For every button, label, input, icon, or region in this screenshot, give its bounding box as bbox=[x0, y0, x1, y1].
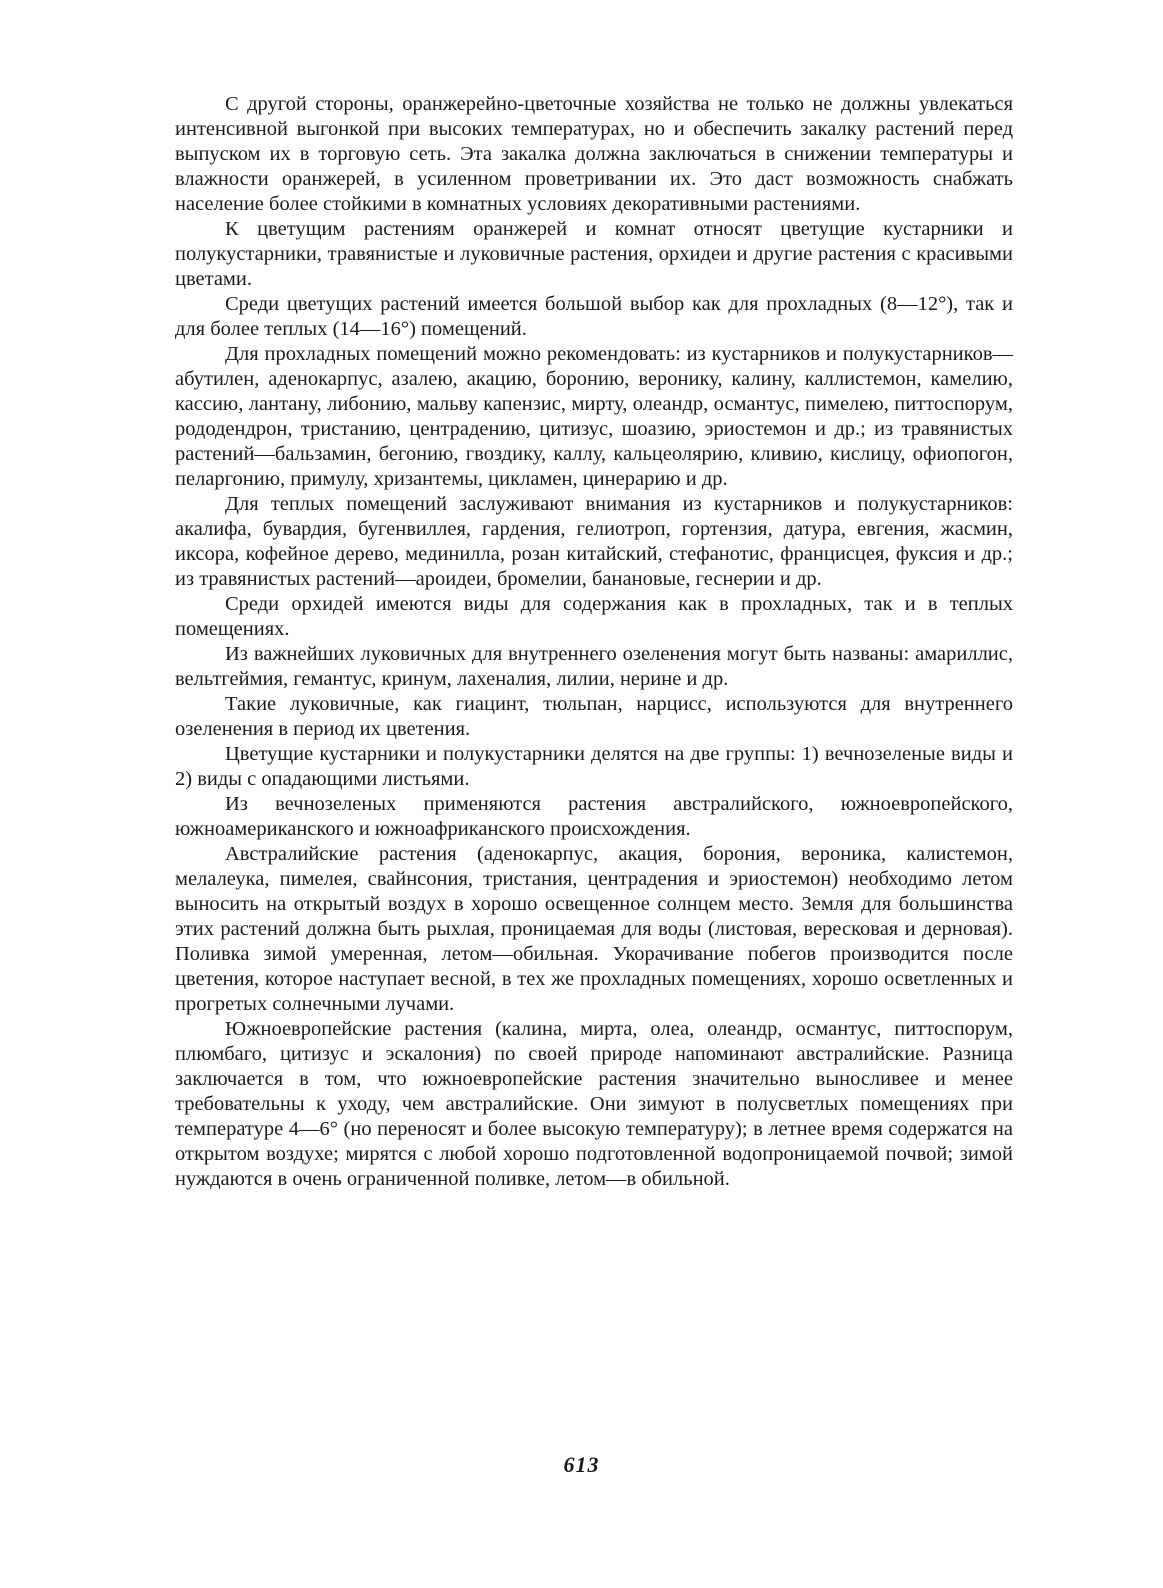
paragraph: К цветущим растениям оранжерей и комнат относят цветущие кустарники и полукустарники, травянистые и луковичные растения, орхидеи и другие растения с красивыми цветами. bbox=[175, 218, 1013, 290]
paragraph: Для теплых помещений заслуживают внимания из кустарников и полукустарников: акалифа, бувардия, бугенвиллея, гардения, гелиотроп, гортензия, датура, евгения, жасмин, иксора, кофейное дерево, мединилла, розан китайский, стефанотис, францисцея, фуксия и др.; из травянистых растений—ароидеи, бромелии, банановые, геснерии и др. bbox=[175, 493, 1013, 590]
paragraph: Австралийские растения (аденокарпус, акация, борония, вероника, калистемон, мелалеука, пимелея, свайнсония, тристания, центрадения и эриостемон) необходимо летом выносить на открытый воздух в хорошо освещенное солнцем место. Земля для большинства этих растений должна быть рыхлая, проницаемая для воды (листовая, вересковая и дерновая). Поливка зимой умеренная, летом—обильная. Укорачивание побегов производится после цветения, которое наступает весной, в тех же прохладных помещениях, хорошо осветленных и прогретых солнечными лучами. bbox=[175, 843, 1013, 1015]
paragraph: Среди цветущих растений имеется большой выбор как для прохладных (8—12°), так и для более теплых (14—16°) помещений. bbox=[175, 293, 1013, 340]
paragraph: Для прохладных помещений можно рекомендовать: из кустарников и полукустарников—абутилен, аденокарпус, азалею, акацию, боронию, веронику, калину, каллистемон, камелию, кассию, лантану, либонию, мальву капензис, мирту, олеандр, османтус, пимелею, питтоспорум, рододендрон, тристанию, центрадению, цитизус, шоазию, эриостемон и др.; из травянистых растений—бальзамин, бегонию, гвоздику, каллу, кальцеолярию, кливию, кислицу, офиопогон, пеларгонию, примулу, хризантемы, цикламен, цинерарию и др. bbox=[175, 343, 1013, 490]
paragraph: Такие луковичные, как гиацинт, тюльпан, нарцисс, используются для внутреннего озеленения в период их цветения. bbox=[175, 693, 1013, 740]
paragraph: Цветущие кустарники и полукустарники делятся на две группы: 1) вечнозеленые виды и 2) виды с опадающими листьями. bbox=[175, 743, 1013, 790]
page-number: 613 bbox=[563, 1452, 600, 1477]
paragraph: Из вечнозеленых применяются растения австралийского, южноевропейского, южноамериканского и южноафриканского происхождения. bbox=[175, 793, 1013, 840]
paragraph: С другой стороны, оранжерейно-цветочные хозяйства не только не должны увлекаться интенсивной выгонкой при высоких температурах, но и обеспечить закалку растений перед выпуском их в торговую сеть. Эта закалка должна заключаться в снижении температуры и влажности оранжерей, в усиленном проветривании их. Это даст возможность снабжать население более стойкими в комнатных условиях декоративными растениями. bbox=[175, 93, 1013, 215]
paragraph: Из важнейших луковичных для внутреннего озеленения могут быть названы: амариллис, вельтгеймия, гемантус, кринум, лахеналия, лилии, нерине и др. bbox=[175, 643, 1013, 690]
paragraph: Среди орхидей имеются виды для содержания как в прохладных, так и в теплых помещениях. bbox=[175, 593, 1013, 640]
paragraph: Южноевропейские растения (калина, мирта, олеа, олеандр, османтус, питтоспорум, плюмбаго, цитизус и эскалония) по своей природе напоминают австралийские. Разница заключается в том, что южноевропейские растения значительно выносливее и менее требовательны к уходу, чем австралийские. Они зимуют в полусветлых помещениях при температуре 4—6° (но переносят и более высокую температуру); в летнее время содержатся на открытом воздухе; мирятся с любой хорошо подготовленной водопроницаемой почвой; зимой нуждаются в очень ограниченной поливке, летом—в обильной. bbox=[175, 1018, 1013, 1190]
body-text bbox=[175, 92, 1013, 1192]
